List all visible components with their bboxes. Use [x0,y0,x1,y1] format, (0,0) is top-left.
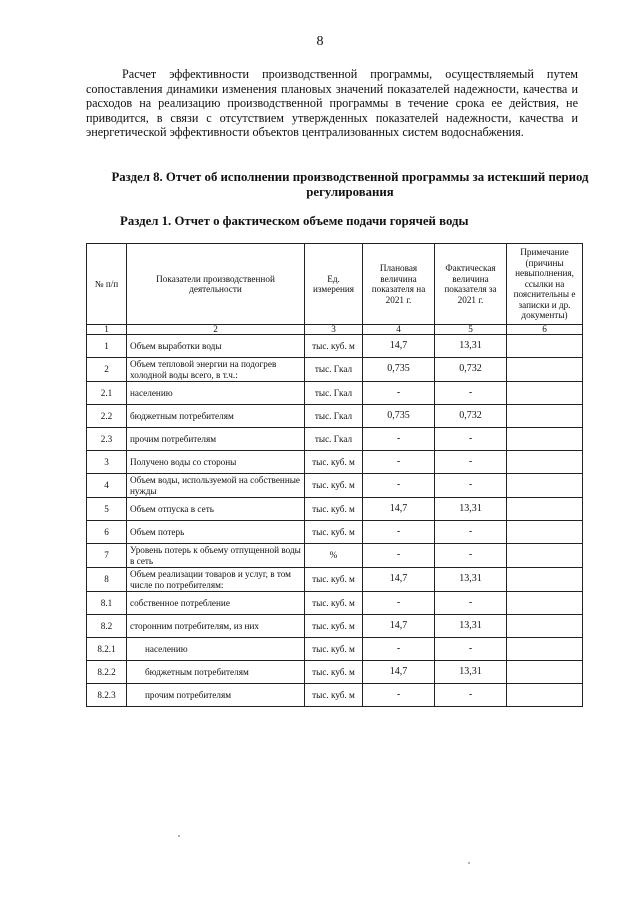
table-row [87,428,583,451]
row-indicator-name: населению [127,382,305,405]
row-planned-value: - [363,684,435,707]
intro-paragraph: Расчет эффективности производственной программы, осуществляемый путем сопоставления динамики изменения плановых значений показателей надежности, качества и расходов на реализацию производственной программы в течение срока ее действия, не приводится, в связи с отсутствием утвержденных показателей надежности, качества и энергетической эффективности объектов централизованных систем водоснабжения. [86,67,578,140]
row-actual-value: 13,31 [435,568,507,592]
row-note [507,568,583,592]
row-indicator-name: Объем отпуска в сеть [127,498,305,521]
row-indicator-name: прочим потребителям [127,684,305,707]
row-actual-value: - [435,428,507,451]
header-note: Примечание (причины невыполнения, ссылки на пояснительны е записки и др. документы) [507,244,583,325]
row-number: 2 [87,358,127,382]
row-unit: тыс. куб. м [305,615,363,638]
row-note [507,521,583,544]
header-num: № п/п [87,244,127,325]
row-number: 7 [87,544,127,568]
row-number: 6 [87,521,127,544]
row-planned-value: 0,735 [363,358,435,382]
row-indicator-name: бюджетным потребителям [127,661,305,684]
row-indicator-name: сторонним потребителям, из них [127,615,305,638]
row-indicator-name: Объем тепловой энергии на подогрев холодной воды всего, в т.ч.: [127,358,305,382]
row-unit: тыс. куб. м [305,568,363,592]
row-indicator-name: Получено воды со стороны [127,451,305,474]
header-indicator: Показатели производственной деятельности [127,244,305,325]
row-note [507,638,583,661]
row-indicator-name: Объем потерь [127,521,305,544]
row-indicator-name: населению [127,638,305,661]
row-number: 1 [87,335,127,358]
row-note [507,498,583,521]
row-planned-value: - [363,382,435,405]
row-note [507,428,583,451]
row-unit: тыс. Гкал [305,358,363,382]
header-actual: Фактическая величина показателя за 2021 г. [435,244,507,325]
section-1-title: Раздел 1. Отчет о фактическом объеме подачи горячей воды [120,214,469,228]
row-actual-value: - [435,521,507,544]
table-row [87,451,583,474]
row-actual-value: - [435,451,507,474]
table-row [87,638,583,661]
scan-speck [468,862,470,864]
table-row [87,335,583,358]
column-number: 6 [507,325,583,335]
row-unit: тыс. куб. м [305,474,363,498]
row-unit: тыс. куб. м [305,661,363,684]
row-unit: тыс. Гкал [305,428,363,451]
row-actual-value: 13,31 [435,498,507,521]
table-row [87,544,583,568]
row-indicator-name: бюджетным потребителям [127,405,305,428]
row-planned-value: 14,7 [363,568,435,592]
table-body [87,335,583,707]
row-planned-value: - [363,638,435,661]
row-number: 8.2.3 [87,684,127,707]
row-planned-value: - [363,592,435,615]
table-row [87,474,583,498]
table-row [87,358,583,382]
row-number: 4 [87,474,127,498]
row-note [507,358,583,382]
row-note [507,615,583,638]
page-number: 8 [316,34,324,49]
row-actual-value: - [435,592,507,615]
row-number: 3 [87,451,127,474]
row-note [507,451,583,474]
table-header-row [87,244,583,325]
hot-water-report-table [86,243,583,707]
row-planned-value: 14,7 [363,335,435,358]
row-number: 8.1 [87,592,127,615]
row-actual-value: 13,31 [435,661,507,684]
row-unit: тыс. куб. м [305,498,363,521]
row-unit: тыс. куб. м [305,335,363,358]
column-number: 2 [127,325,305,335]
header-unit: Ед. измерения [305,244,363,325]
row-actual-value: 13,31 [435,615,507,638]
row-note [507,544,583,568]
row-number: 8 [87,568,127,592]
row-unit: тыс. Гкал [305,405,363,428]
row-note [507,684,583,707]
column-number-row [87,325,583,335]
section-8-title: Раздел 8. Отчет об исполнении производственной программы за истекший период регулирования [111,170,589,199]
row-planned-value: - [363,451,435,474]
row-unit: тыс. куб. м [305,592,363,615]
row-actual-value: - [435,544,507,568]
column-number: 3 [305,325,363,335]
row-number: 8.2.2 [87,661,127,684]
row-number: 2.2 [87,405,127,428]
row-planned-value: 0,735 [363,405,435,428]
row-indicator-name: Объем реализации товаров и услуг, в том числе по потребителям: [127,568,305,592]
row-number: 5 [87,498,127,521]
row-actual-value: 0,732 [435,358,507,382]
row-planned-value: - [363,544,435,568]
column-number: 4 [363,325,435,335]
row-actual-value: 0,732 [435,405,507,428]
row-number: 8.2.1 [87,638,127,661]
row-unit: тыс. куб. м [305,684,363,707]
table-row [87,661,583,684]
header-planned: Плановая величина показателя на 2021 г. [363,244,435,325]
row-actual-value: 13,31 [435,335,507,358]
row-note [507,474,583,498]
row-indicator-name: собственное потребление [127,592,305,615]
row-unit: % [305,544,363,568]
row-actual-value: - [435,684,507,707]
row-note [507,592,583,615]
table-row [87,405,583,428]
row-actual-value: - [435,638,507,661]
row-planned-value: 14,7 [363,615,435,638]
table-row [87,521,583,544]
row-planned-value: - [363,474,435,498]
table-row [87,568,583,592]
row-actual-value: - [435,474,507,498]
row-unit: тыс. куб. м [305,521,363,544]
row-indicator-name: Уровень потерь к объему отпущенной воды в сеть [127,544,305,568]
table-row [87,498,583,521]
row-number: 2.1 [87,382,127,405]
column-number: 5 [435,325,507,335]
table-row [87,615,583,638]
row-number: 8.2 [87,615,127,638]
row-note [507,335,583,358]
row-indicator-name: Объем воды, используемой на собственные нужды [127,474,305,498]
table-row [87,684,583,707]
row-indicator-name: прочим потребителям [127,428,305,451]
row-planned-value: 14,7 [363,498,435,521]
column-number: 1 [87,325,127,335]
row-note [507,405,583,428]
scan-speck [178,835,180,837]
row-unit: тыс. куб. м [305,451,363,474]
row-actual-value: - [435,382,507,405]
row-note [507,661,583,684]
row-number: 2.3 [87,428,127,451]
row-planned-value: - [363,521,435,544]
row-indicator-name: Объем выработки воды [127,335,305,358]
row-unit: тыс. Гкал [305,382,363,405]
row-planned-value: - [363,428,435,451]
table-row [87,382,583,405]
table-row [87,592,583,615]
row-planned-value: 14,7 [363,661,435,684]
row-unit: тыс. куб. м [305,638,363,661]
row-note [507,382,583,405]
